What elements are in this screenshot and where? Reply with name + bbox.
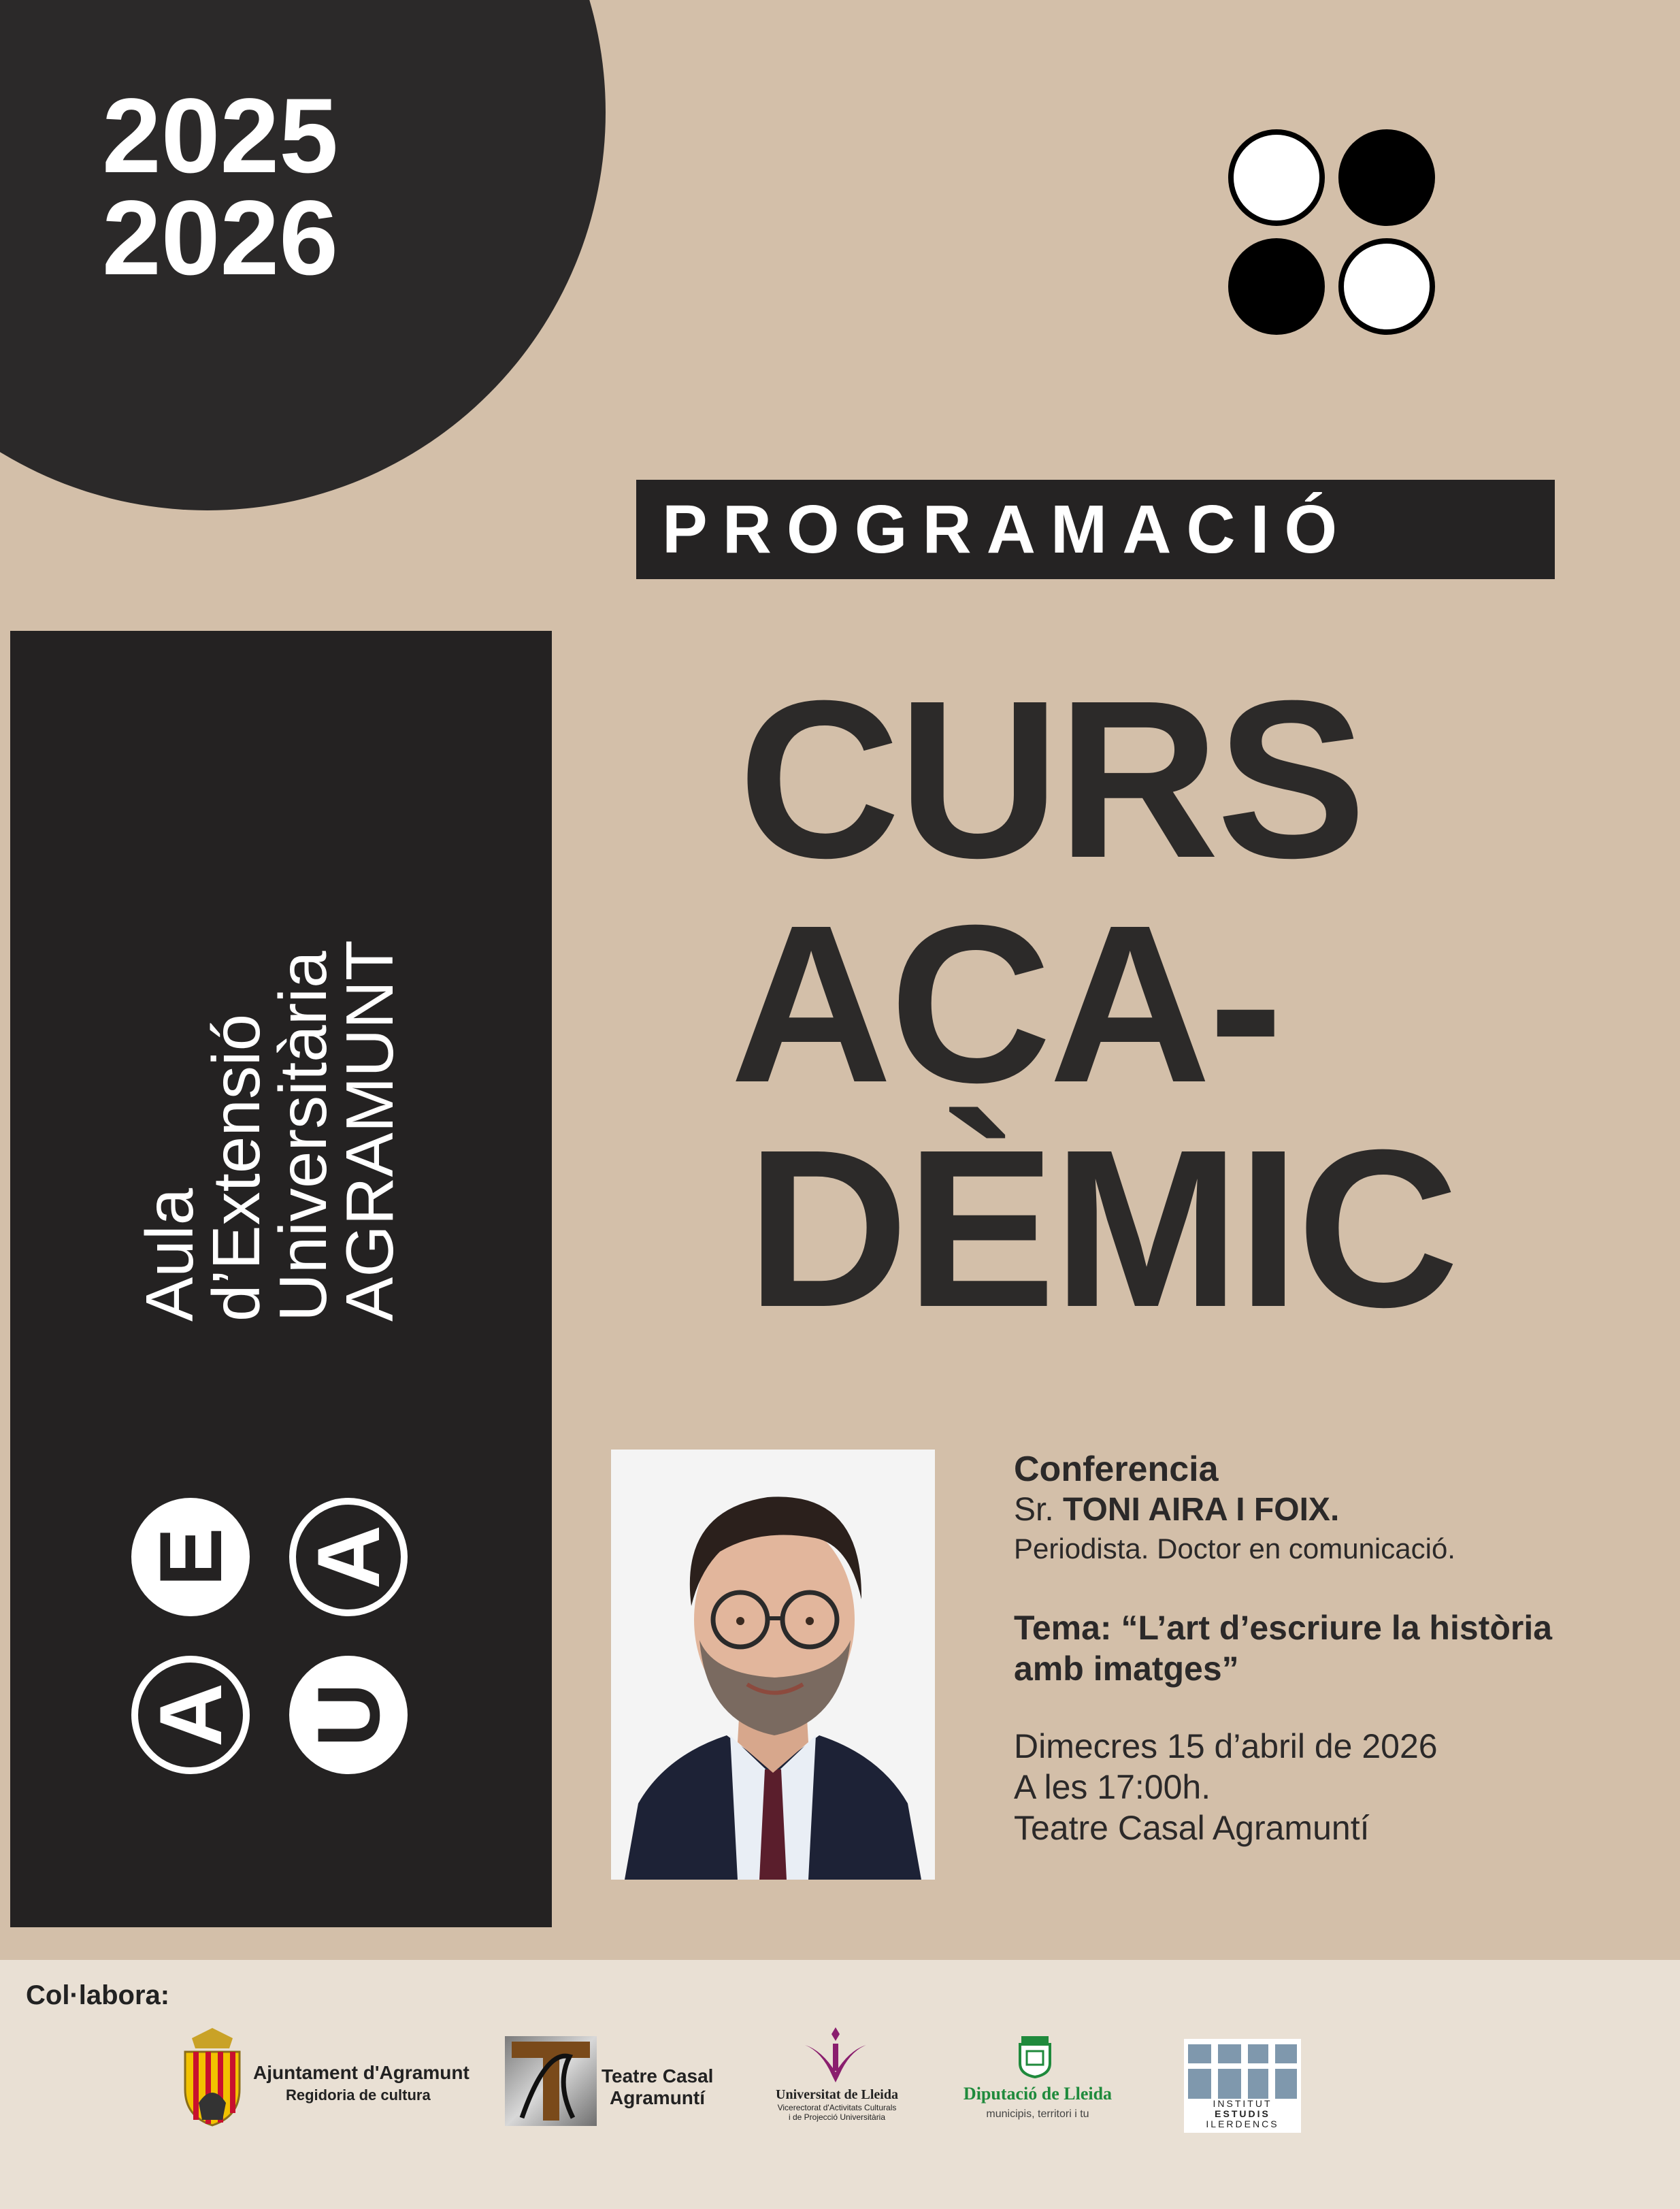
- aeua-name-line: d’Extensió: [199, 1013, 274, 1322]
- speaker-photo: [611, 1450, 935, 1880]
- logo-letter: U: [289, 1656, 408, 1774]
- aeua-name-line: Universitària: [265, 951, 340, 1322]
- iei-line: INSTITUT: [1213, 2098, 1272, 2109]
- logo-letter: A: [131, 1656, 250, 1774]
- ajuntament-shield-icon: [178, 2025, 246, 2127]
- speaker-name: TONI AIRA I FOIX.: [1063, 1492, 1340, 1528]
- teatre-line: Teatre Casal: [602, 2065, 714, 2087]
- logo-letter: E: [131, 1498, 250, 1616]
- aeua-name-line: AGRAMUNT: [332, 940, 407, 1322]
- teatre-logo-icon: [505, 2036, 597, 2126]
- page-title: [730, 653, 1457, 1354]
- diputacio-name: Diputació de Lleida: [963, 2084, 1113, 2104]
- iei-text: [1184, 2099, 1301, 2129]
- event-details: [1014, 1726, 1647, 1848]
- title-line: CURS: [738, 653, 1364, 904]
- dot-white-icon: [1338, 238, 1435, 335]
- event-date: Dimecres 15 d’abril de 2026: [1014, 1727, 1438, 1765]
- speaker-prefix: Sr.: [1014, 1492, 1054, 1528]
- iei-logo: [1184, 2039, 1301, 2133]
- iei-emblem-icon: [1184, 2039, 1301, 2100]
- aeua-name-line: Aula: [132, 1188, 207, 1322]
- dot-black-icon: [1228, 238, 1325, 335]
- colabora-label: Col·labora:: [26, 1980, 170, 2010]
- teatre-logo: [602, 2065, 738, 2109]
- speaker-role: Periodista. Doctor en comunicació.: [1014, 1533, 1455, 1565]
- diputacio-shield-icon: [1017, 2035, 1053, 2078]
- logo-letter: A: [289, 1498, 408, 1616]
- four-dots-logo-icon: [1228, 129, 1446, 340]
- diputacio-sub: municipis, territori i tu: [986, 2108, 1089, 2120]
- udl-logo: [762, 2087, 912, 2122]
- event-topic: [1014, 1607, 1647, 1689]
- year-start: 2025: [102, 77, 339, 195]
- udl-emblem-icon: [802, 2025, 870, 2086]
- event-type: Conferencia: [1014, 1450, 1219, 1489]
- ajuntament-logo: [253, 2062, 484, 2104]
- title-line: DÈMIC: [746, 1102, 1457, 1354]
- iei-line: ILERDENCS: [1206, 2118, 1279, 2129]
- udl-name: Universitat de Lleida: [776, 2087, 898, 2102]
- topic-line: amb imatges”: [1014, 1650, 1239, 1688]
- ajuntament-name: Ajuntament d'Agramunt: [253, 2062, 470, 2083]
- diputacio-logo: [946, 2084, 1130, 2121]
- aeua-name: [132, 940, 407, 1322]
- event-venue: Teatre Casal Agramuntí: [1014, 1809, 1370, 1847]
- iei-line: ESTUDIS: [1215, 2108, 1270, 2119]
- speaker-portrait-icon: [611, 1450, 935, 1880]
- topic-line: Tema: “L’art d’escriure la història: [1014, 1609, 1553, 1647]
- udl-sub: Vicerectorat d'Activitats Culturals: [777, 2103, 897, 2112]
- event-info: [1014, 1448, 1647, 1848]
- year-range: [102, 77, 339, 297]
- year-end: 2026: [102, 179, 339, 297]
- dot-black-icon: [1338, 129, 1435, 226]
- dot-white-icon: [1228, 129, 1325, 226]
- programacio-banner: PROGRAMACIÓ: [636, 480, 1555, 579]
- title-line: ACA-: [730, 878, 1281, 1129]
- aeua-side-panel: [10, 631, 552, 1927]
- event-time: A les 17:00h.: [1014, 1768, 1211, 1806]
- teatre-line: Agramuntí: [610, 2087, 705, 2108]
- aeua-logo-icon: [131, 1494, 412, 1774]
- ajuntament-sub: Regidoria de cultura: [286, 2087, 431, 2104]
- udl-sub: i de Projecció Universitària: [788, 2112, 886, 2122]
- speaker-line: [1014, 1490, 1647, 1530]
